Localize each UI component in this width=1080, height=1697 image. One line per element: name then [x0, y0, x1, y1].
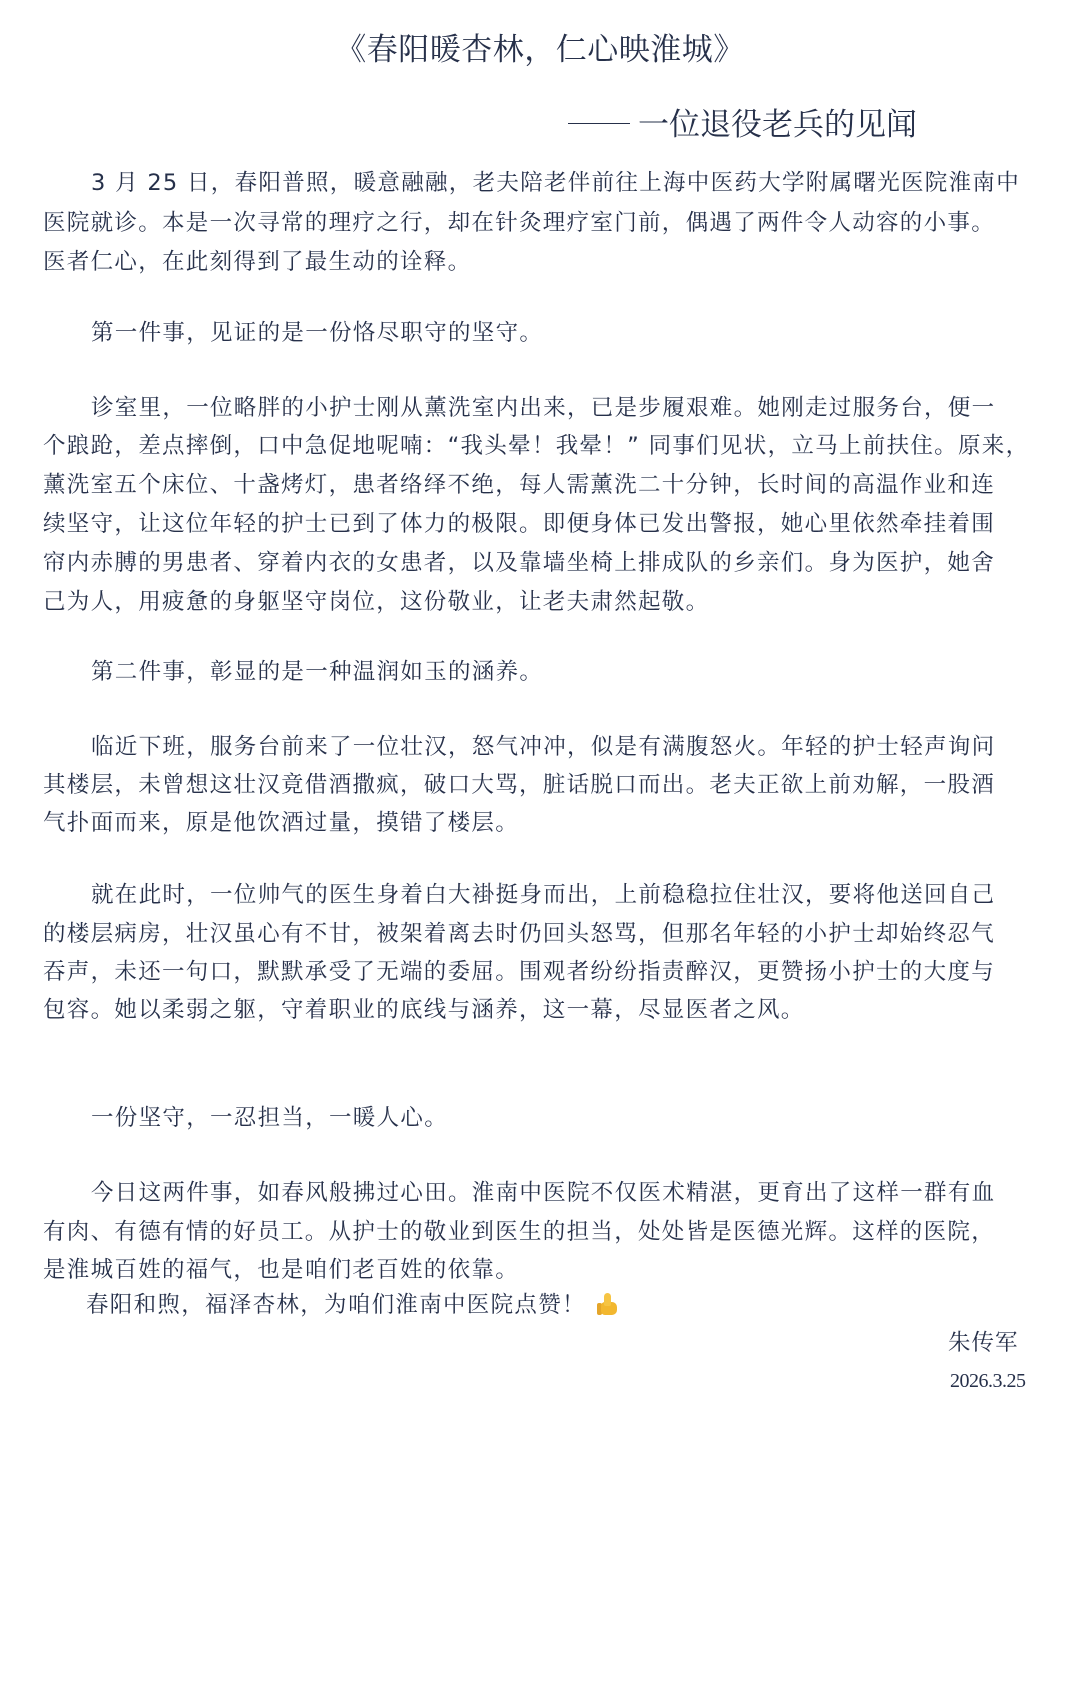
thumbs-up-icon	[596, 1292, 618, 1316]
paragraph-line: 是淮城百姓的福气，也是咱们老百姓的依靠。	[43, 1257, 520, 1283]
closing-praise: 春阳和煦，福泽杏林，为咱们淮南中医院点赞！	[86, 1290, 1080, 1320]
paragraph-line: 诊室里，一位略胖的小护士刚从薰洗室内出来，已是步履艰难。她刚走过服务台，便一	[91, 395, 996, 421]
paragraph-line: 医院就诊。本是一次寻常的理疗之行，却在针灸理疗室门前，偶遇了两件令人动容的小事。	[43, 210, 996, 236]
paragraph-line: 包容。她以柔弱之躯，守着职业的底线与涵养，这一幕，尽显医者之风。	[43, 997, 805, 1023]
paragraph-line: 临近下班，服务台前来了一位壮汉，怒气冲冲，似是有满腹怒火。年轻的护士轻声询问	[91, 734, 996, 760]
section-heading-first: 第一件事，见证的是一份恪尽职守的坚守。	[91, 320, 544, 346]
paragraph-line: 薰洗室五个床位、十盏烤灯，患者络绎不绝，每人需薰洗二十分钟，长时间的高温作业和连	[43, 472, 996, 498]
summary-line: 一份坚守，一忍担当，一暖人心。	[91, 1105, 449, 1131]
paragraph-line: 帘内赤膊的男患者、穿着内衣的女患者，以及靠墙坐椅上排成队的乡亲们。身为医护，她舍	[43, 550, 996, 576]
paragraph-line: 吞声，未还一句口，默默承受了无端的委屈。围观者纷纷指责醉汉，更赞扬小护士的大度与	[43, 959, 996, 985]
paragraph-line: 3 月 25 日，春阳普照，暖意融融，老夫陪老伴前往上海中医药大学附属曙光医院淮南中	[91, 170, 1021, 196]
paragraph-line: 今日这两件事，如春风般拂过心田。淮南中医院不仅医术精湛，更育出了这样一群有血	[91, 1180, 996, 1206]
paragraph-line: 医者仁心，在此刻得到了最生动的诠释。	[43, 249, 472, 275]
article-title: 《春阳暖杏林，仁心映淮城》	[335, 32, 745, 68]
paragraph-line: 就在此时，一位帅气的医生身着白大褂挺身而出，上前稳稳拉住壮汉，要将他送回自己	[91, 882, 996, 908]
article-subtitle: 一位退役老兵的见闻	[568, 101, 917, 149]
paragraph-line: 气扑面而来，原是他饮酒过量，摸错了楼层。	[43, 810, 520, 836]
paragraph-line: 续坚守，让这位年轻的护士已到了体力的极限。即便身体已发出警报，她心里依然牵挂着围	[43, 511, 996, 537]
section-heading-second: 第二件事，彰显的是一种温润如玉的涵养。	[91, 659, 544, 685]
paragraph-line: 个踉跄，差点摔倒，口中急促地呢喃：“我头晕！我晕！” 同事们见状，立马上前扶住。原来，	[43, 433, 1030, 459]
paragraph-line: 的楼层病房，壮汉虽心有不甘，被架着离去时仍回头怒骂，但那名年轻的小护士却始终忍气	[43, 921, 996, 947]
paragraph-line: 其楼层，未曾想这壮汉竟借酒撒疯，破口大骂，脏话脱口而出。老夫正欲上前劝解，一股酒	[43, 772, 996, 798]
paragraph-line: 有肉、有德有情的好员工。从护士的敬业到医生的担当，处处皆是医德光辉。这样的医院，	[43, 1219, 996, 1245]
author-signature: 朱传军	[948, 1330, 1019, 1356]
em-dash-rule	[568, 123, 630, 124]
signature-date: 2026.3.25	[950, 1370, 1026, 1392]
paragraph-line: 己为人，用疲惫的身躯坚守岗位，这份敬业，让老夫肃然起敬。	[43, 589, 710, 615]
